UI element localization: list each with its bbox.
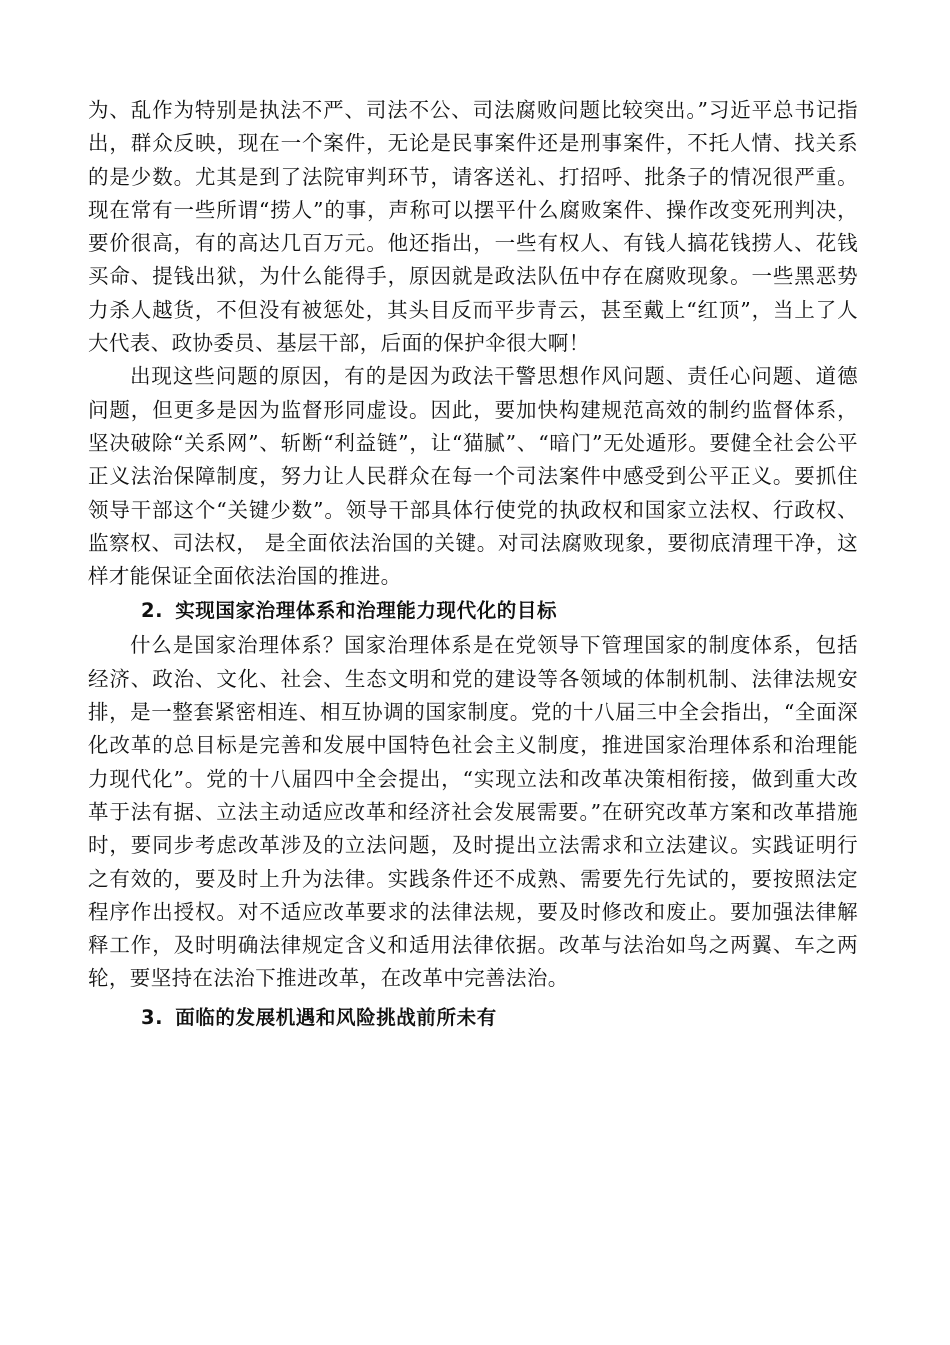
section-number: 2. xyxy=(141,599,164,623)
document-page xyxy=(88,94,858,1036)
section-title: 面临的发展机遇和风险挑战前所未有 xyxy=(175,1005,497,1029)
section-heading-3 xyxy=(88,1000,858,1036)
paragraph-governance-system: 什么是国家治理体系？国家治理体系是在党领导下管理国家的制度体系，包括经济、政治、文化、社会、生态文明和党的建设等各领域的体制机制、法律法规安排，是一整套紧密相连、相互协调的国家制度。党的十八届三中全会指出，“全面深化改革的总目标是完善和发展中国特色社会主义制度，推进国家治理体系和治理能力现代化”。党的十八届四中全会提出，“实现立法和改革决策相衔接，做到重大改革于法有据、立法主动适应改革和经济社会发展需要。”在研究改革方案和改革措施时，要同步考虑改革涉及的立法问题，及时提出立法需求和立法建议。实践证明行之有效的，要及时上升为法律。实践条件还不成熟、需要先行先试的，要按照法定程序作出授权。对不适应改革要求的法律法规，要及时修改和废止。要加强法律解释工作，及时明确法律规定含义和适用法律依据。改革与法治如鸟之两翼、车之两轮，要坚持在法治下推进改革，在改革中完善法治。 xyxy=(88,633,858,991)
section-heading-2 xyxy=(88,593,858,629)
paragraph-judicial-corruption: 为、乱作为特别是执法不严、司法不公、司法腐败问题比较突出。”习近平总书记指出，群众反映，现在一个案件，无论是民事案件还是刑事案件，不托人情、找关系的是少数。尤其是到了法院审判环节，请客送礼、打招呼、批条子的情况很严重。现在常有一些所谓“捞人”的事，声称可以摆平什么腐败案件、操作改变死刑判决，要价很高，有的高达几百万元。他还指出，一些有权人、有钱人搞花钱捞人、花钱买命、提钱出狱，为什么能得手，原因就是政法队伍中存在腐败现象。一些黑恶势力杀人越货，不但没有被惩处，其头目反而平步青云，甚至戴上“红顶”，当上了人大代表、政协委员、基层干部，后面的保护伞很大啊！ xyxy=(88,98,858,356)
section-title: 实现国家治理体系和治理能力现代化的目标 xyxy=(175,599,558,623)
paragraph-causes-and-remedies: 出现这些问题的原因，有的是因为政法干警思想作风问题、责任心问题、道德问题，但更多是因为监督形同虚设。因此，要加快构建规范高效的制约监督体系，坚决破除“关系网”、斩断“利益链”，让“猫腻”、“暗门”无处遁形。要健全社会公平正义法治保障制度，努力让人民群众在每一个司法案件中感受到公平正义。要抓住领导干部这个“关键少数”。领导干部具体行使党的执政权和国家立法权、行政权、监察权、司法权， 是全面依法治国的关键。对司法腐败现象，要彻底清理干净，这样才能保证全面依法治国的推进。 xyxy=(88,364,858,589)
section-number: 3. xyxy=(141,1005,164,1029)
